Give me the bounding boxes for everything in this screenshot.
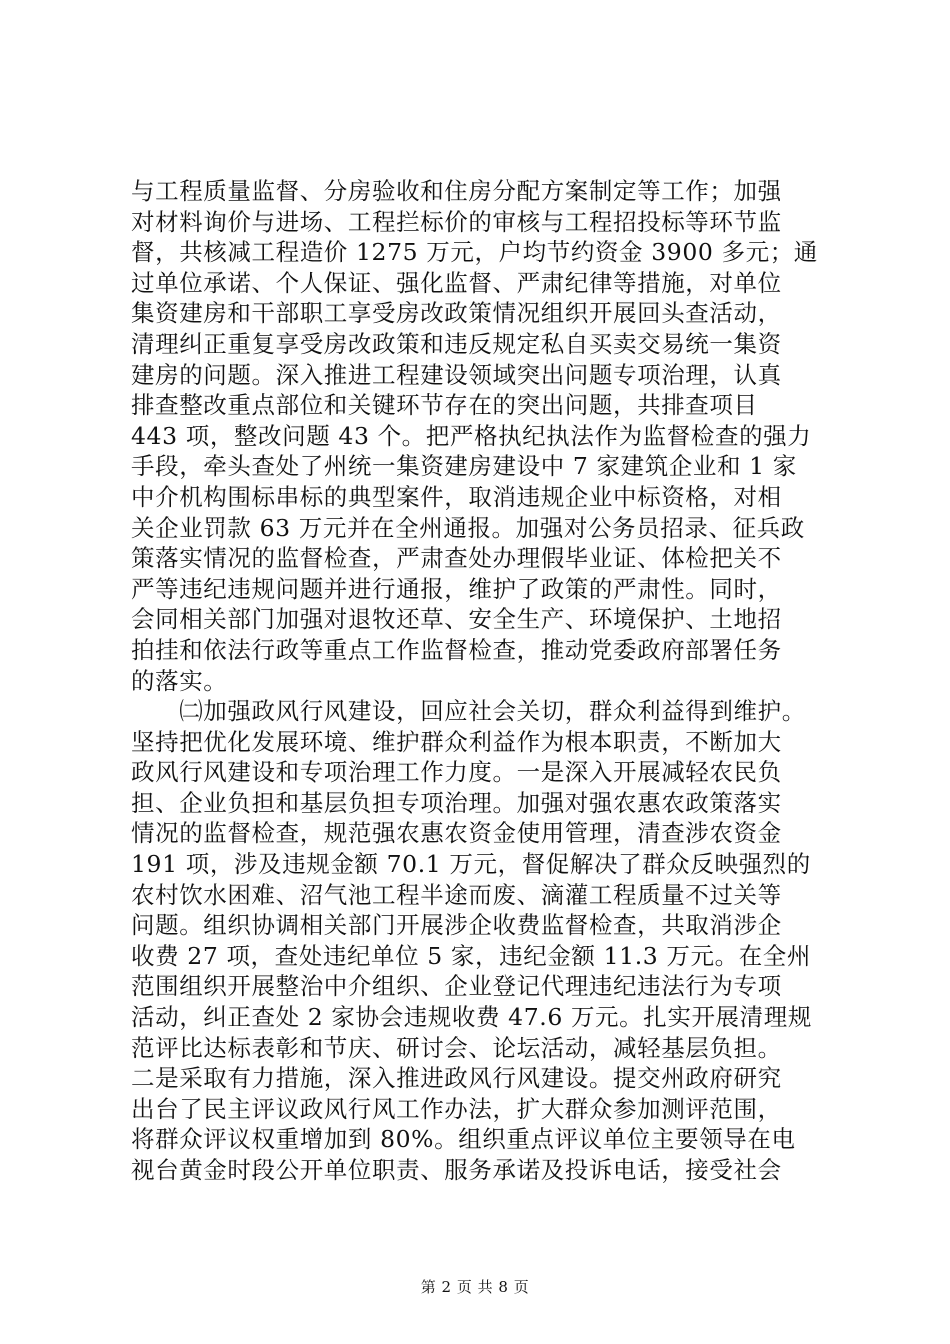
body-line: 过单位承诺、个人保证、强化监督、严肃纪律等措施，对单位 [131, 268, 782, 297]
body-line: 问题。组织协调相关部门开展涉企收费监督检查，共取消涉企 [131, 911, 782, 940]
body-line: 关企业罚款 63 万元并在全州通报。加强对公务员招录、征兵政 [131, 513, 805, 542]
body-line: 将群众评议权重增加到 80%。组织重点评议单位主要领导在电 [131, 1125, 796, 1154]
body-text [131, 176, 843, 1186]
body-line: 手段，牵头查处了州统一集资建房建设中 7 家建筑企业和 1 家 [131, 452, 797, 481]
page-footer: 第 2 页 共 8 页 [420, 1278, 530, 1296]
body-line: 政风行风建设和专项治理工作力度。一是深入开展减轻农民负 [131, 758, 782, 787]
body-line: ㈡加强政风行风建设，回应社会关切，群众利益得到维护。 [131, 697, 806, 726]
body-line: 视台黄金时段公开单位职责、服务承诺及投诉电话，接受社会 [131, 1156, 782, 1184]
body-line: 清理纠正重复享受房改政策和违反规定私自买卖交易统一集资 [131, 329, 782, 358]
body-line: 策落实情况的监督检查，严肃查处办理假毕业证、体检把关不 [131, 544, 782, 573]
body-line: 191 项，涉及违规金额 70.1 万元，督促解决了群众反映强烈的 [131, 850, 811, 879]
body-line: 坚持把优化发展环境、维护群众利益作为根本职责，不断加大 [131, 727, 782, 756]
body-line: 对材料询价与进场、工程拦标价的审核与工程招投标等环节监 [131, 207, 782, 236]
body-line: 的落实。 [131, 666, 228, 695]
body-line: 收费 27 项，查处违纪单位 5 家，违纪金额 11.3 万元。在全州 [131, 941, 811, 970]
body-line: 443 项，整改问题 43 个。把严格执纪执法作为监督检查的强力 [131, 421, 812, 450]
body-line: 活动，纠正查处 2 家协会违规收费 47.6 万元。扎实开展清理规 [131, 1003, 812, 1032]
body-line: 担、企业负担和基层负担专项治理。加强对强农惠农政策落实 [131, 788, 782, 817]
body-line: 督，共核减工程造价 1275 万元，户均节约资金 3900 多元；通 [131, 238, 818, 267]
body-line: 情况的监督检查，规范强农惠农资金使用管理，清查涉农资金 [131, 819, 782, 848]
body-line: 中介机构围标串标的典型案件，取消违规企业中标资格，对相 [131, 482, 782, 511]
body-line: 严等违纪违规问题并进行通报，维护了政策的严肃性。同时， [131, 574, 782, 603]
body-line: 二是采取有力措施，深入推进政风行风建设。提交州政府研究 [131, 1064, 782, 1093]
body-line: 拍挂和依法行政等重点工作监督检查，推动党委政府部署任务 [131, 635, 782, 664]
body-line: 范评比达标表彰和节庆、研讨会、论坛活动，减轻基层负担。 [131, 1033, 782, 1062]
body-line: 出台了民主评议政风行风工作办法，扩大群众参加测评范围， [131, 1094, 782, 1123]
body-line: 建房的问题。深入推进工程建设领域突出问题专项治理，认真 [131, 360, 782, 389]
body-line: 集资建房和干部职工享受房改政策情况组织开展回头查活动， [131, 299, 782, 328]
body-line: 与工程质量监督、分房验收和住房分配方案制定等工作；加强 [131, 177, 782, 205]
body-line: 会同相关部门加强对退牧还草、安全生产、环境保护、土地招 [131, 605, 782, 634]
body-line: 范围组织开展整治中介组织、企业登记代理违纪违法行为专项 [131, 972, 782, 1001]
body-line: 农村饮水困难、沼气池工程半途而废、滴灌工程质量不过关等 [131, 880, 782, 909]
body-line: 排查整改重点部位和关键环节存在的突出问题，共排查项目 [131, 391, 758, 420]
